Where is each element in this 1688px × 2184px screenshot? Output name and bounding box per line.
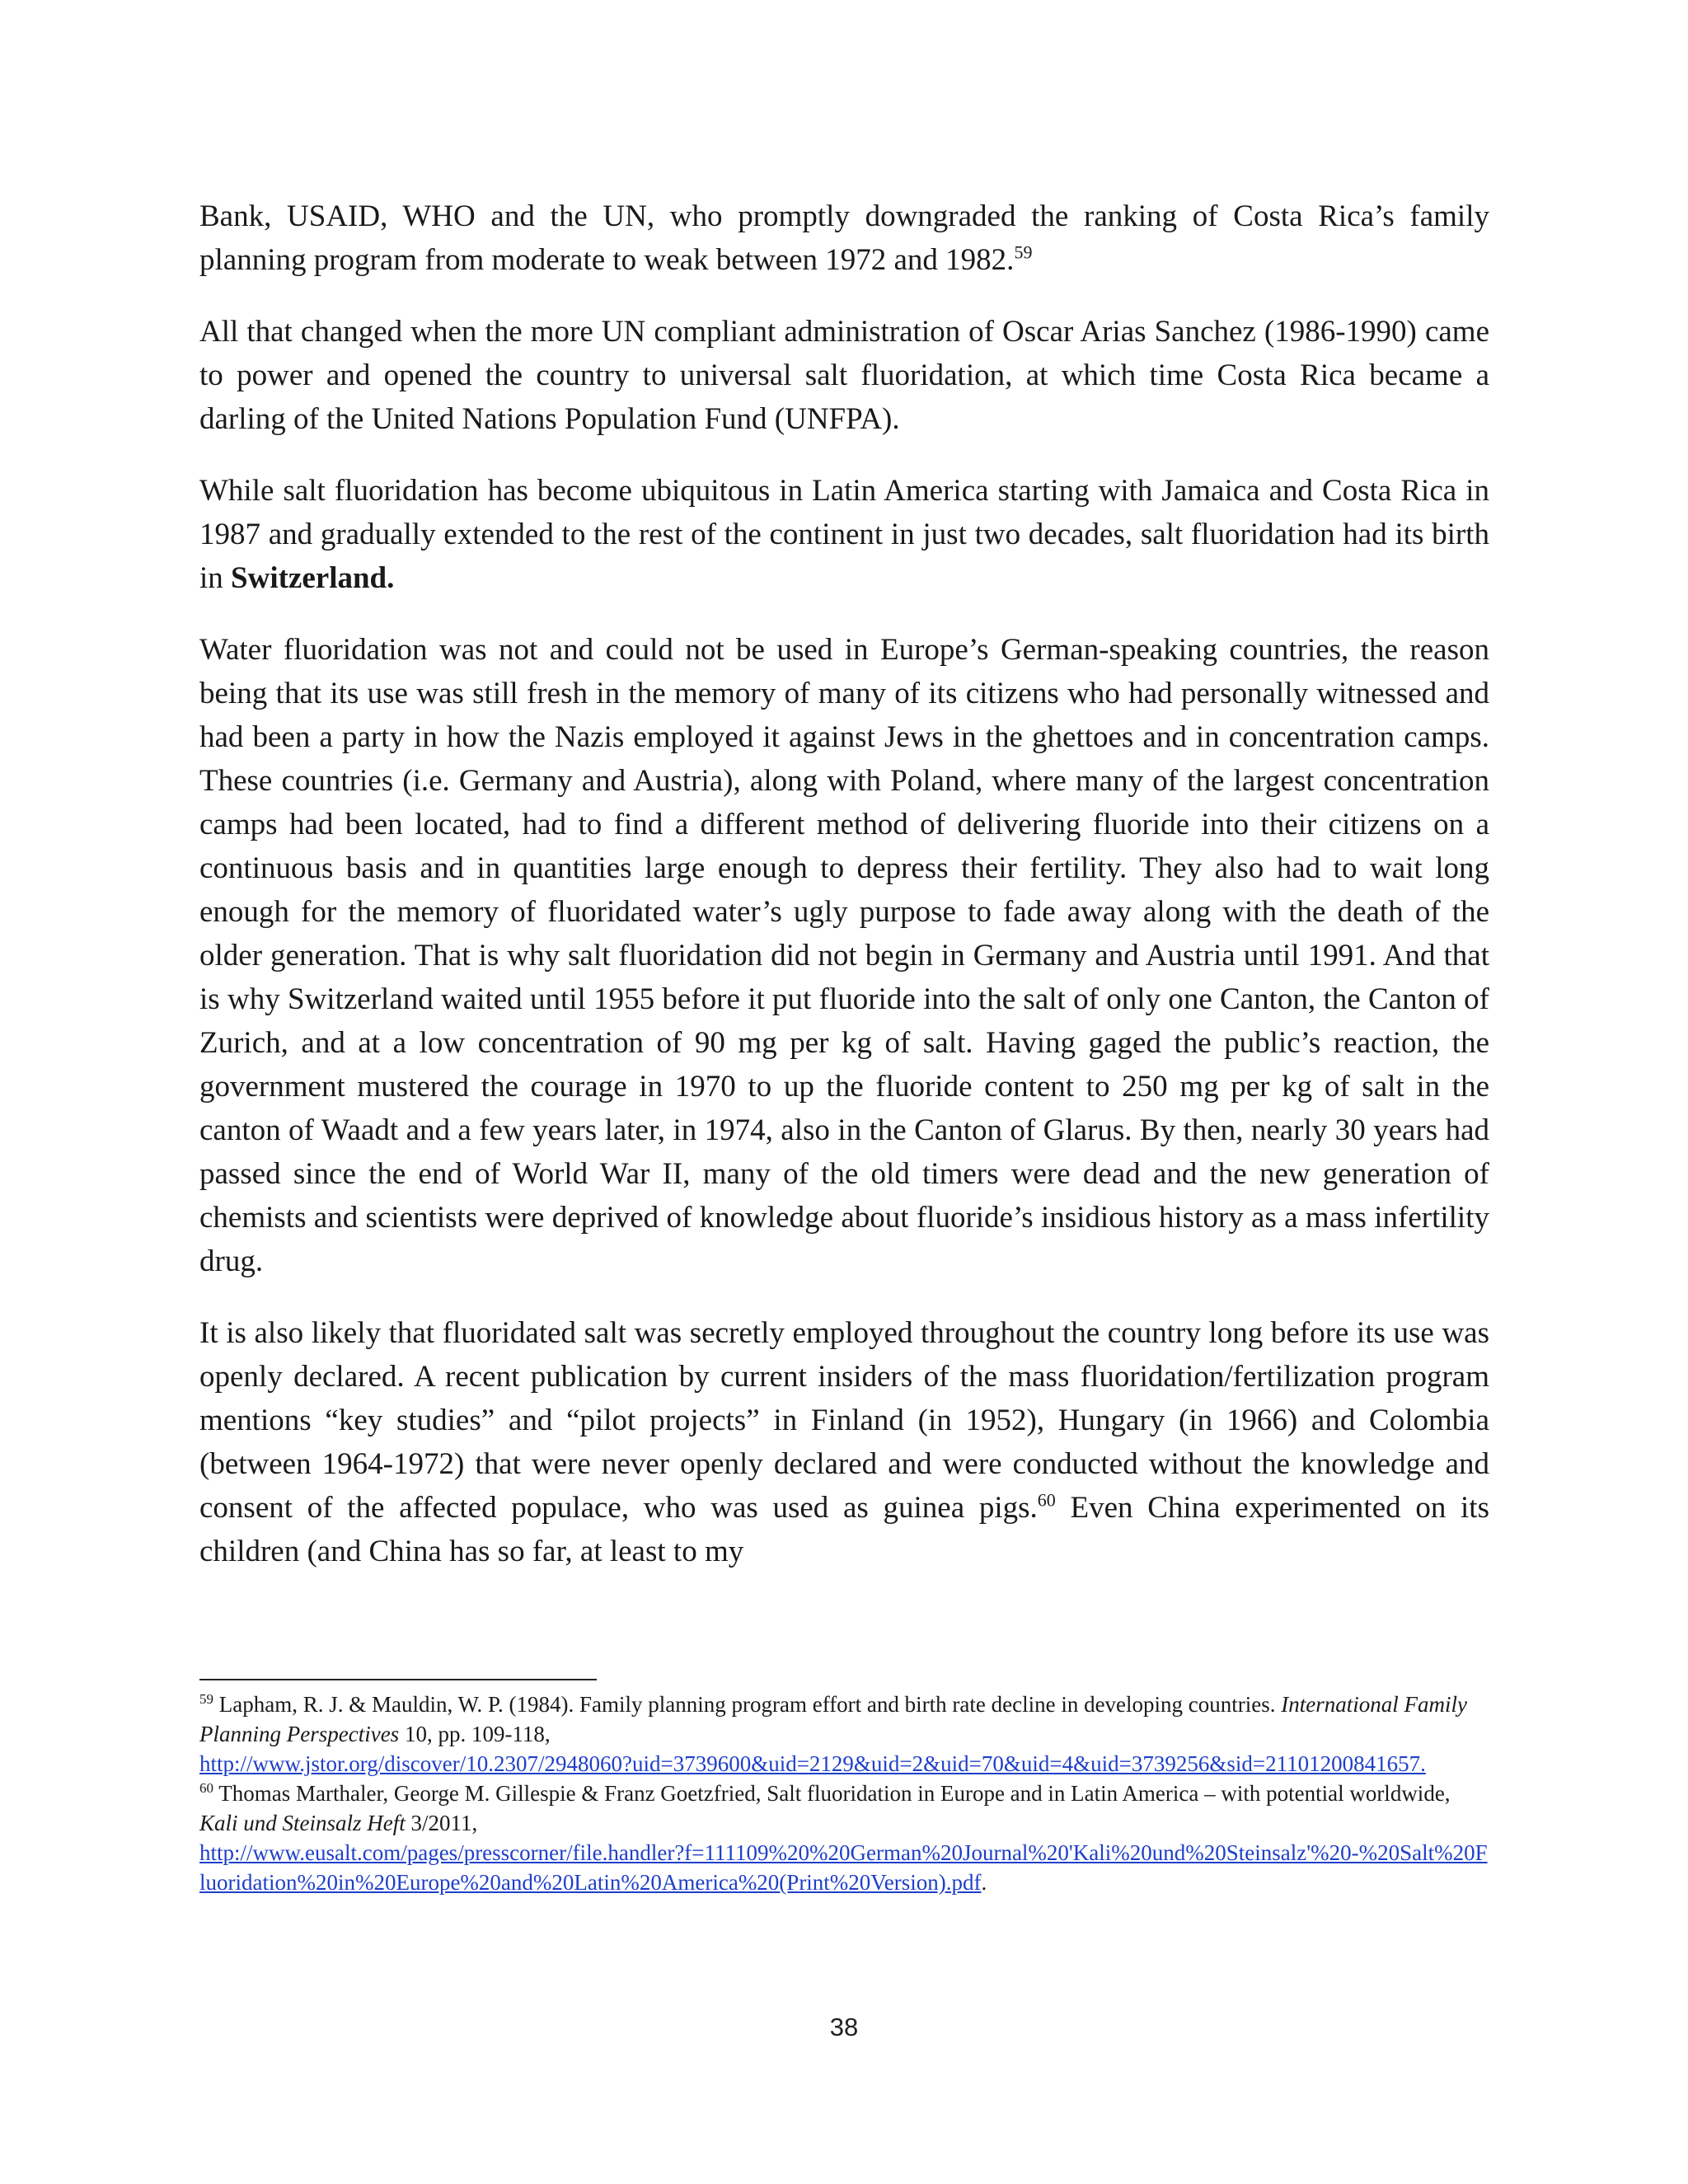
footnote-divider: [199, 1679, 597, 1680]
footnote-link[interactable]: http://www.jstor.org/discover/10.2307/2948060?uid=3739600&uid=2129&uid=2&uid=70&uid=4&uid=3739256&sid=21101200841657.: [199, 1751, 1426, 1776]
journal-title: International Family Planning Perspectives: [199, 1692, 1467, 1746]
paragraph-5: It is also likely that fluoridated salt was secretly employed throughout the country long before its use was openly declared. A recent publication by current insiders of the mass fluoridation/fertilization program mentions “key studies” and “pilot projects” in Finland (in 1952), Hungary (in 1966) and Colombia (between 1964-1972) that were never openly declared and were conducted without the knowledge and consent of the affected populace, who was used as guinea pigs.$^{60}$ Even China experimented on its children (and China has so far, at least to my: [199, 1316, 1489, 1568]
paragraph-3: While salt fluoridation has become ubiquitous in Latin America starting with Jamaica and Costa Rica in 1987 and gradually extended to the rest of the continent in just two decades, salt fluoridation had its birth in Switzerland.: [199, 474, 1489, 595]
paragraph-4: Water fluoridation was not and could not be used in Europe’s German-speaking countries, the reason being that its use was still fresh in the memory of many of its citizens who had personally witnessed and had been a party in how the Nazis employed it against Jews in the ghettoes and in concentration camps. These countries (i.e. Germany and Austria), along with Poland, where many of the largest concentration camps had been located, had to find a different method of delivering fluoride into their citizens on a continuous basis and in quantities large enough to depress their fertility. They also had to wait long enough for the memory of fluoridated water’s ugly purpose to fade away along with the death of the older generation. That is why salt fluoridation did not begin in Germany and Austria until 1991. And that is why Switzerland waited until 1955 before it put fluoride into the salt of only one Canton, the Canton of Zurich, and at a low concentration of 90 mg per kg of salt. Having gaged the public’s reaction, the government mustered the courage in 1970 to up the fluoride content to 250 mg per kg of salt in the canton of Waadt and a few years later, in 1974, also in the Canton of Glarus. By then, nearly 30 years had passed since the end of World War II, many of the old timers were dead and the new generation of chemists and scientists were deprived of knowledge about fluoride’s insidious history as a mass infertility drug.: [199, 633, 1489, 1278]
footnote-ref-60[interactable]: 60: [1037, 1489, 1056, 1511]
body-text: [199, 194, 1489, 1601]
paragraph-1: Bank, USAID, WHO and the UN, who promptly downgraded the ranking of Costa Rica’s family planning program from moderate to weak between 1972 and 1982.59: [199, 199, 1489, 277]
footnote-link[interactable]: http://www.eusalt.com/pages/presscorner/file.handler?f=111109%20%20German%20Journal%20'Kali%20und%20Steinsalz'%20-%20Salt%20Fluoridation%20in%20Europe%20and%20Latin%20America%20(Print%20Version).pdf: [199, 1840, 1488, 1895]
paragraph-2: All that changed when the more UN compliant administration of Oscar Arias Sanchez (1986-1990) came to power and opened the country to universal salt fluoridation, at which time Costa Rica became a darling of the United Nations Population Fund (UNFPA).: [199, 315, 1489, 436]
footnote-number: 60: [199, 1780, 213, 1796]
bold-switzerland: Switzerland.: [231, 561, 395, 595]
footnote-number: 59: [199, 1691, 213, 1707]
footnotes: [199, 1690, 1493, 1897]
journal-title: Kali und Steinsalz Heft: [199, 1811, 406, 1835]
page-number: 38: [829, 2013, 859, 2041]
footnote-60: $^{60}$ Thomas Marthaler, George M. Gillespie & Franz Goetzfried, Salt fluoridation in Europe and in Latin America – with potential worldwide, Kali und Steinsalz Heft 3/2011, http://www.eusalt.com/pages/presscorner/file.handler?f=111109%20%20German%20Journal%20'Kali%20und%20Steinsalz'%20-%20Salt%20Fluoridation%20in%20Europe%20and%20Latin%20America%20(Print%20Version).pdf.: [199, 1780, 1488, 1895]
footnote-59: $^{59}$ Lapham, R. J. & Mauldin, W. P. (1984). Family planning program effort and birth rate decline in developing countries. International Family Planning Perspectives 10, pp. 109-118, http://www.jstor.org/discover/10.2307/2948060?uid=3739600&uid=2129&uid=2&uid=70&uid=4&uid=3739256&sid=21101200841657.: [199, 1691, 1467, 1776]
footnote-ref-59[interactable]: 59: [1014, 241, 1033, 263]
